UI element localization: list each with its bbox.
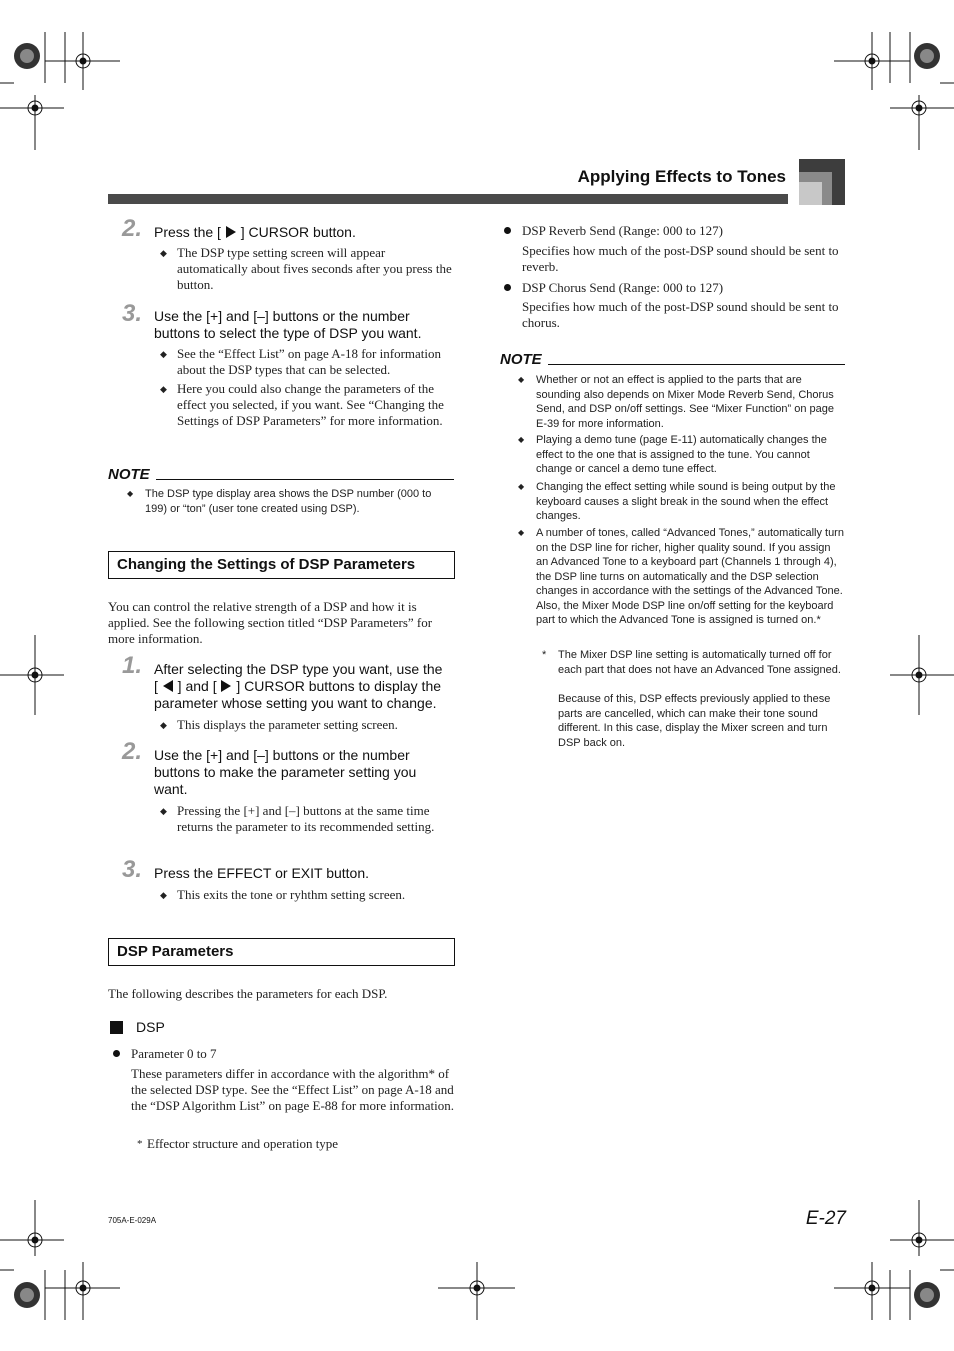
param-description: Specifies how much of the post-DSP sound should be sent to chorus. xyxy=(522,299,839,330)
param-title: Parameter 0 to 7 xyxy=(131,1046,455,1062)
document-code: 705A-E-029A xyxy=(108,1216,157,1225)
note-item: ◆ Changing the effect setting while sound is being output by the keyboard causes a slight break in the sound when the effect changes. xyxy=(518,481,836,522)
step-number: 2. xyxy=(122,738,143,765)
step-number: 1. xyxy=(122,652,143,679)
note-item: ◆ Whether or not an effect is applied to the parts that are sounding also depends on Mixer Mode Reverb Send, Chorus Send, and DSP on/off settings. See “Mixer Function” on page E-39 for more information. xyxy=(518,374,834,430)
note-heading: NOTE xyxy=(500,351,542,368)
param-description: Specifies how much of the post-DSP sound should be sent to reverb. xyxy=(522,243,839,274)
param-description: These parameters differ in accordance with the algorithm* of the selected DSP type. See the “Effect List” on page A-18 and the “DSP Algorithm List” on page E-88 for more information. xyxy=(131,1066,455,1113)
param-title: DSP Chorus Send (Range: 000 to 127) xyxy=(522,280,845,296)
list-item: ◆ This exits the tone or ryhthm setting screen. xyxy=(160,887,406,902)
step-number: 3. xyxy=(122,300,143,327)
note-footnote: * The Mixer DSP line setting is automatically turned off for each part that does not have an Advanced Tone assigned. xyxy=(542,649,841,676)
section-heading: Changing the Settings of DSP Parameters xyxy=(108,551,455,579)
note-heading: NOTE xyxy=(108,466,150,483)
list-item: ◆ The DSP type setting screen will appear automatically about fives seconds after you press the button. xyxy=(160,245,452,292)
step-text: After selecting the DSP type you want, use the [ ] and [ ] CURSOR buttons to display the parameter whose setting you want to change. xyxy=(154,661,443,711)
page-number: E-27 xyxy=(805,1208,846,1229)
param-title: DSP Reverb Send (Range: 000 to 127) xyxy=(522,223,845,239)
note-item: ◆ The DSP type display area shows the DSP number (000 to 199) or “ton” (user tone created using DSP). xyxy=(127,488,432,515)
step-number: 2. xyxy=(122,215,143,242)
note-rule xyxy=(156,479,454,480)
note-item: ◆ Playing a demo tune (page E-11) automatically changes the effect to the one that is assigned to the tune. You cannot change or cancel a demo tune effect. xyxy=(518,434,827,475)
section-intro: You can control the relative strength of a DSP and how it is applied. See the following section titled “DSP Parameters” for more information. xyxy=(108,599,433,646)
step-text: Use the [+] and [–] buttons or the number buttons to select the type of DSP you want. xyxy=(154,308,422,341)
list-item: ◆ Pressing the [+] and [–] buttons at the same time returns the parameter to its recommended setting. xyxy=(160,803,435,834)
list-item: ◆ Here you could also change the parameters of the effect you selected, if you want. See “Changing the Settings of DSP Parameters” for more information. xyxy=(160,381,444,428)
note-item: ◆ A number of tones, called “Advanced Tones,” automatically turn on the DSP line for richer, higher quality sound. If you assign an Advanced Tone to a keyboard part (Channels 1 through 4), the DSP line turns on automatically and the DSP selection changes in accordance with the settings of the Advanced Tone. Also, the Mixer Mode DSP line on/off setting for the keyboard part to which the Advanced Tone is assigned is turned on.* xyxy=(518,527,844,626)
list-item: ◆ See the “Effect List” on page A-18 for information about the DSP types that can be selected. xyxy=(160,346,442,377)
list-item: ◆ This displays the parameter setting screen. xyxy=(160,717,398,732)
right-triangle-icon xyxy=(225,226,237,238)
section-intro: The following describes the parameters for each DSP. xyxy=(108,986,388,1001)
header-bar xyxy=(108,194,788,204)
subheading: DSP xyxy=(136,1019,165,1035)
step-number: 3. xyxy=(122,856,143,883)
square-bullet-icon xyxy=(110,1021,123,1034)
note-footnote: Because of this, DSP effects previously applied to these parts are cancelled, which can make their tone sound different. In this case, display the Mixer screen and turn DSP back on. xyxy=(558,693,831,749)
header-tab-block xyxy=(799,159,845,205)
step-text: Use the [+] and [–] buttons or the number buttons to make the parameter setting you want. xyxy=(154,747,417,797)
section-heading: DSP Parameters xyxy=(108,938,455,966)
page-header-title: Applying Effects to Tones xyxy=(577,167,786,186)
step-text: Press the [ ] CURSOR button. xyxy=(154,224,356,240)
note-rule xyxy=(548,364,845,365)
step-text: Press the EFFECT or EXIT button. xyxy=(154,865,370,881)
right-triangle-icon xyxy=(220,680,232,692)
left-triangle-icon xyxy=(162,680,174,692)
footnote: * Effector structure and operation type xyxy=(137,1136,339,1151)
